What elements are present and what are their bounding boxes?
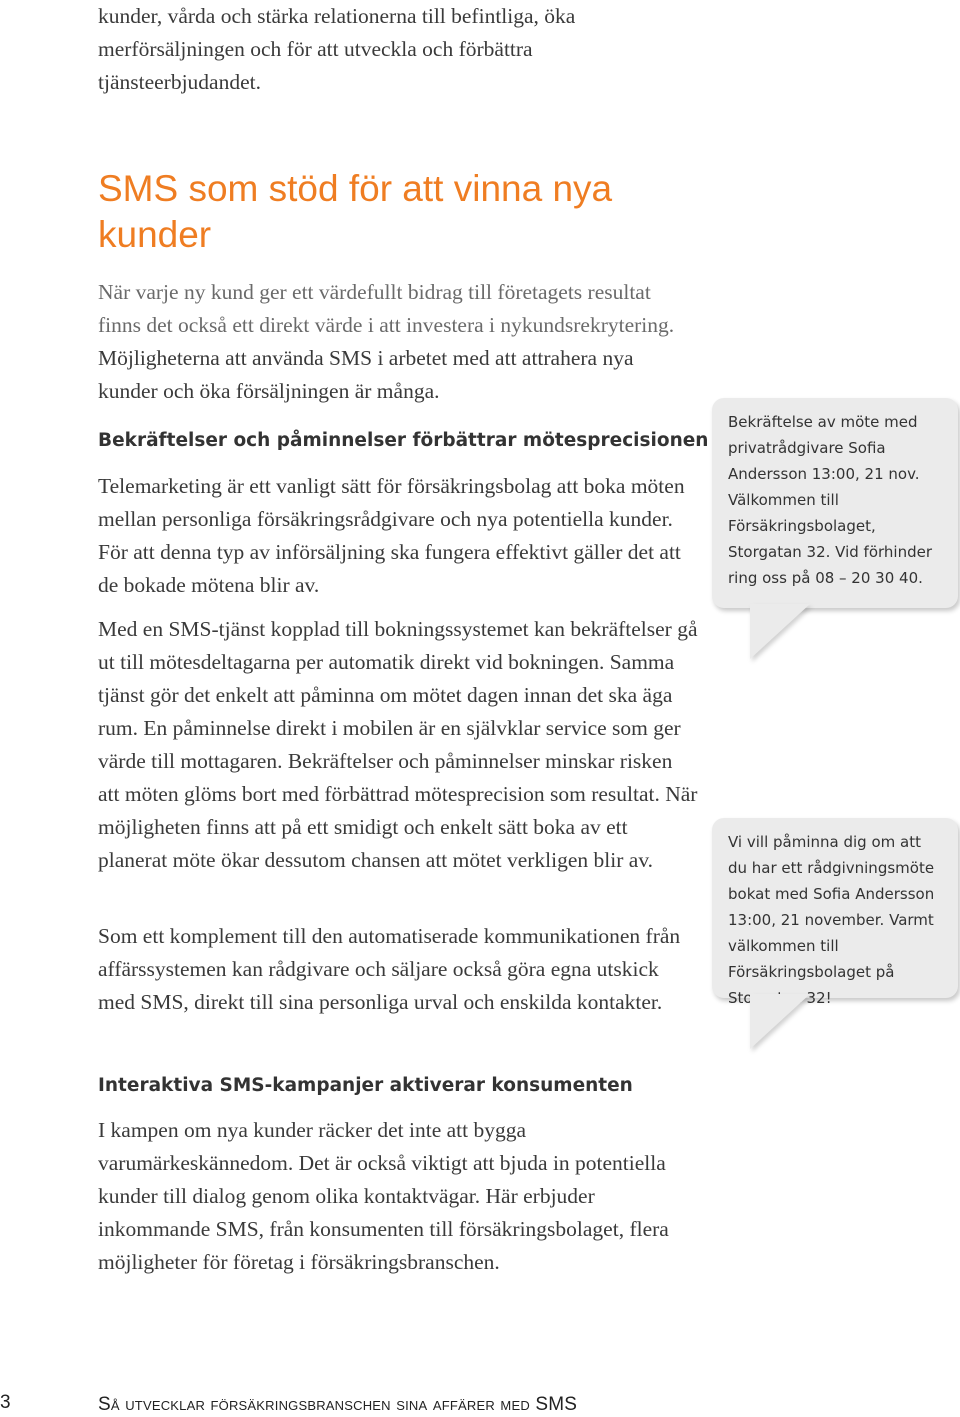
paragraph-complement: Som ett komplement till den automatiserade kommunikationen från affärssystemen kan rådgivare och säljare också göra egna utskick med SMS, direkt till sina personliga urval och enskilda kontakter. xyxy=(98,924,681,1014)
subheading-confirmations: Bekräftelser och påminnelser förbättrar mötesprecisionen xyxy=(98,430,709,451)
footer-title: Så utvecklar försäkringsbranschen sina affärer med SMS xyxy=(98,1394,578,1415)
subheading-interactive: Interaktiva SMS-kampanjer aktiverar konsumenten xyxy=(98,1075,633,1096)
page-number: 3 xyxy=(0,1392,11,1413)
lead-part-1: När varje ny kund ger ett värdefullt bidrag till företagets resultat finns det också ett direkt värde i att investera i nykundsrekrytering. xyxy=(98,280,675,337)
lead-part-2: Möjligheterna att använda SMS i arbetet med att attrahera nya kunder och öka försäljningen är många. xyxy=(98,346,634,403)
sms-bubble-tail xyxy=(750,994,810,1049)
paragraph-sms-booking: Med en SMS-tjänst kopplad till bokningssystemet kan bekräftelser gå ut till mötesdeltagarna per automatik direkt vid bokningen. Samma tjänst gör det enkelt att påminna om mötet dagen innan det ska äga rum. En påminnelse direkt i mobilen är en självklar service som ger värde till mottagaren. Bekräftelser och påminnelser minskar risken att möten glöms bort med förbättrad mötesprecision som resultat. När möjligheten finns att på ett smidigt och enkelt sätt boka av ett planerat möte ökar dessutom chansen att mötet verkligen blir av. xyxy=(98,617,698,872)
paragraph-campaigns: I kampen om nya kunder räcker det inte att bygga varumärkeskännedom. Det är också viktigt att bjuda in potentiella kunder till dialog genom olika kontaktvägar. Här erbjuder inkommande SMS, från konsumenten till försäkringsbolaget, flera möjligheter för företag i försäkringsbranschen. xyxy=(98,1118,669,1274)
section-lead xyxy=(98,276,698,408)
sms-bubble-body xyxy=(712,398,958,608)
sms-bubble-text: Bekräftelse av möte med privatrådgivare Sofia Andersson 13:00, 21 nov. Välkommen till Försäkringsbolaget, Storgatan 32. Vid förhinder ring oss på 08 – 20 30 40. xyxy=(728,413,933,587)
sms-bubble-text: Vi vill påminna dig om att du har ett rådgivningsmöte bokat med Sofia Andersson 13:00, 21 november. Varmt välkommen till Försäkringsbolaget på Storgatan 32! xyxy=(728,833,935,1007)
section-title: SMS som stöd för att vinna nya kunder xyxy=(98,168,613,255)
paragraph-telemarketing: Telemarketing är ett vanligt sätt för försäkringsbolag att boka möten mellan personliga försäkringsrådgivare och nya potentiella kunder. För att denna typ av införsäljning ska fungera effektivt gäller det att de bokade mötena blir av. xyxy=(98,474,685,597)
sms-bubble-body xyxy=(712,818,958,1007)
intro-fragment: kunder, vårda och stärka relationerna till befintliga, öka merförsäljningen och för att utveckla och förbättra tjänsteerbjudandet. xyxy=(98,4,576,94)
sms-bubble-tail xyxy=(750,604,810,659)
